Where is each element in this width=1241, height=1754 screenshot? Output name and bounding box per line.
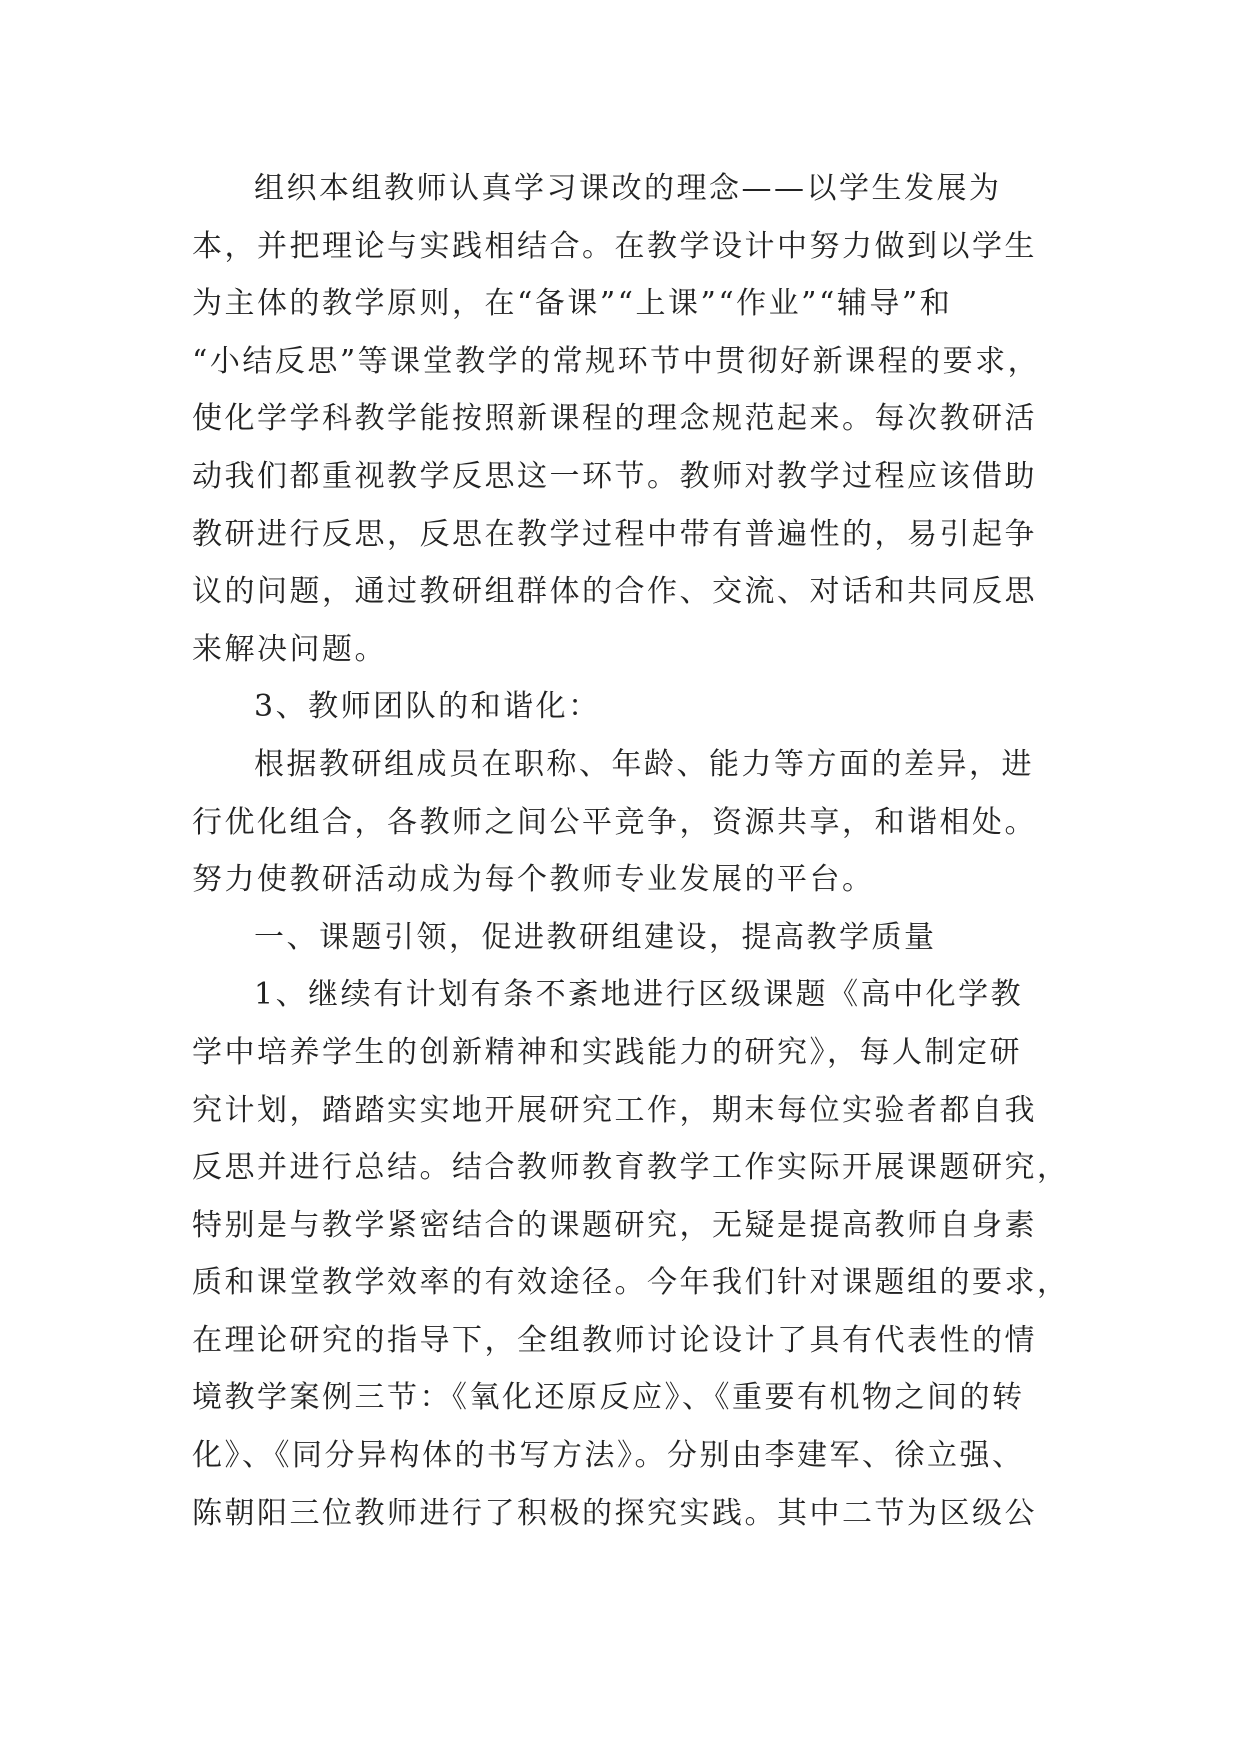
text-line: 质和课堂教学效率的有效途径。今年我们针对课题组的要求，	[192, 1265, 1070, 1301]
section-heading: 3、教师团队的和谐化：	[254, 689, 601, 725]
text-line: 为主体的教学原则，在“备课”“上课”“作业”“辅导”和	[192, 286, 953, 322]
text-line: 动我们都重视教学反思这一环节。教师对教学过程应该借助	[192, 458, 1037, 494]
text-line: 根据教研组成员在职称、年龄、能力等方面的差异，进	[254, 746, 1034, 782]
text-line: 组织本组教师认真学习课改的理念——以学生发展为	[254, 171, 1002, 206]
text-line: 使化学学科教学能按照新课程的理念规范起来。每次教研活	[192, 401, 1037, 437]
text-line: 1、继续有计划有条不紊地进行区级课题《高中化学教	[254, 977, 1024, 1013]
text-line: 来解决问题。	[192, 631, 387, 667]
text-line: 议的问题，通过教研组群体的合作、交流、对话和共同反思	[192, 574, 1037, 610]
text-line: 在理论研究的指导下，全组教师讨论设计了具有代表性的情	[192, 1322, 1037, 1358]
text-line: 特别是与教学紧密结合的课题研究，无疑是提高教师自身素	[192, 1207, 1037, 1243]
section-heading: 一、课题引领，促进教研组建设，提高教学质量	[254, 919, 937, 955]
text-line: 化》、《同分异构体的书写方法》。分别由李建军、徐立强、	[192, 1438, 1025, 1474]
text-line: 教研进行反思，反思在教学过程中带有普遍性的，易引起争	[192, 516, 1037, 552]
document-body	[192, 160, 1070, 1542]
text-line: 本，并把理论与实践相结合。在教学设计中努力做到以学生	[192, 228, 1037, 264]
text-line: “小结反思”等课堂教学的常规环节中贯彻好新课程的要求，	[192, 343, 1041, 379]
text-line: 反思并进行总结。结合教师教育教学工作实际开展课题研究，	[192, 1150, 1070, 1186]
text-line: 行优化组合，各教师之间公平竞争，资源共享，和谐相处。	[192, 804, 1037, 840]
text-line: 究计划，踏踏实实地开展研究工作，期末每位实验者都自我	[192, 1092, 1037, 1128]
text-line: 学中培养学生的创新精神和实践能力的研究》，每人制定研	[192, 1034, 1022, 1070]
text-line: 境教学案例三节：《氧化还原反应》、《重要有机物之间的转	[192, 1380, 1025, 1416]
text-line: 努力使教研活动成为每个教师专业发展的平台。	[192, 862, 875, 898]
text-line: 陈朝阳三位教师进行了积极的探究实践。其中二节为区级公	[192, 1495, 1037, 1531]
